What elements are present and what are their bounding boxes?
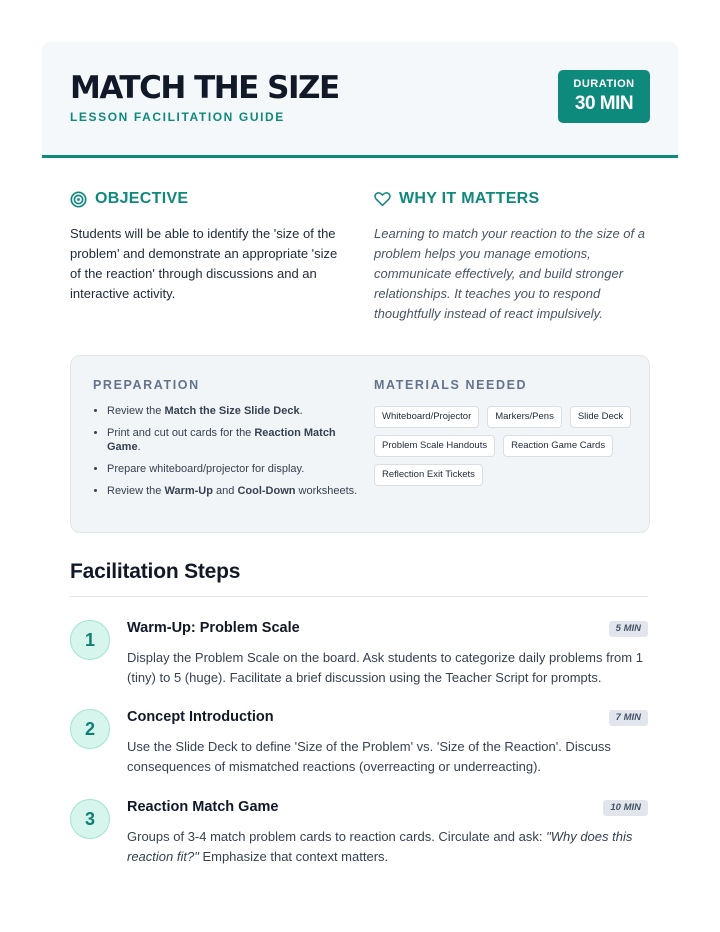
text-segment: Review the bbox=[107, 405, 165, 417]
objective-section bbox=[70, 188, 350, 317]
duration-value: 30 MIN bbox=[574, 93, 634, 114]
divider bbox=[70, 596, 648, 597]
step-item bbox=[70, 620, 650, 690]
preparation-item bbox=[107, 462, 365, 476]
why-section bbox=[374, 188, 650, 337]
text-segment: worksheets. bbox=[295, 485, 358, 497]
text-segment: and bbox=[212, 485, 238, 497]
objective-text: Students will be able to identify the 'size of the problem' and demonstrate an appropriate 'size of the reaction' through discussions and an interactive activity. bbox=[70, 226, 338, 301]
step-number: 1 bbox=[70, 620, 110, 660]
step-description bbox=[127, 648, 651, 688]
step-item bbox=[70, 709, 650, 779]
text-segment: Emphasize that context matters. bbox=[198, 849, 389, 864]
text-segment: . bbox=[299, 405, 303, 417]
text-segment: Cool-Down bbox=[237, 485, 296, 497]
step-title: Reaction Match Game bbox=[127, 799, 279, 815]
preparation-item bbox=[107, 484, 365, 498]
step-description bbox=[127, 737, 651, 777]
page-subtitle: LESSON FACILITATION GUIDE bbox=[70, 110, 285, 124]
text-segment: Prepare whiteboard/projector for display. bbox=[107, 463, 305, 475]
why-text: Learning to match your reaction to the size of a problem helps you manage emotions, communicate effectively, and build stronger relationships. It teaches you to respond thoughtfully instead of react impulsively. bbox=[374, 226, 645, 321]
objective-heading-text: OBJECTIVE bbox=[95, 190, 189, 207]
why-heading bbox=[374, 188, 650, 210]
objective-heading bbox=[70, 188, 350, 210]
step-description bbox=[127, 827, 651, 867]
materials-heading: MATERIALS NEEDED bbox=[374, 378, 528, 392]
page-title: MATCH THE SIZE bbox=[70, 70, 339, 106]
step-time-badge: 10 MIN bbox=[603, 800, 648, 816]
material-chip: Reflection Exit Tickets bbox=[374, 464, 483, 486]
text-segment: Display the Problem Scale on the board. Ask students to categorize daily problems from 1 (tiny) to 5 (huge). Facilitate a brief discussion using the Teacher Script for prompts. bbox=[127, 650, 643, 685]
why-heading-text: WHY IT MATTERS bbox=[399, 190, 540, 207]
material-chip: Problem Scale Handouts bbox=[374, 435, 495, 457]
text-segment: Reaction Match Game bbox=[107, 427, 336, 453]
heart-icon bbox=[374, 191, 391, 207]
material-chip: Whiteboard/Projector bbox=[374, 406, 479, 428]
duration-label: DURATION bbox=[573, 78, 635, 90]
text-segment: Groups of 3-4 match problem cards to reaction cards. Circulate and ask: bbox=[127, 829, 547, 844]
material-chip: Reaction Game Cards bbox=[503, 435, 613, 457]
material-chip: Markers/Pens bbox=[487, 406, 562, 428]
step-number: 2 bbox=[70, 709, 110, 749]
material-chip: Slide Deck bbox=[570, 406, 631, 428]
preparation-item bbox=[107, 426, 365, 454]
step-time-badge: 7 MIN bbox=[609, 710, 648, 726]
text-segment: . bbox=[137, 441, 141, 453]
text-segment: Review the bbox=[107, 485, 165, 497]
text-segment: Print and cut out cards for the bbox=[107, 427, 255, 439]
step-time-badge: 5 MIN bbox=[609, 621, 648, 637]
page-header bbox=[42, 42, 678, 158]
step-title: Concept Introduction bbox=[127, 709, 274, 725]
text-segment: "Why does this reaction fit?" bbox=[127, 829, 633, 864]
step-title: Warm-Up: Problem Scale bbox=[127, 620, 300, 636]
preparation-panel bbox=[70, 355, 650, 533]
target-icon bbox=[70, 191, 87, 208]
preparation-list bbox=[93, 404, 365, 506]
step-item bbox=[70, 799, 650, 869]
step-number: 3 bbox=[70, 799, 110, 839]
preparation-heading: PREPARATION bbox=[93, 378, 200, 392]
text-segment: Warm-Up bbox=[164, 485, 213, 497]
text-segment: Match the Size Slide Deck bbox=[164, 405, 300, 417]
text-segment: Use the Slide Deck to define 'Size of the Problem' vs. 'Size of the Reaction'. Discuss consequences of mismatched reactions (overreacting or underreacting). bbox=[127, 739, 611, 774]
preparation-item bbox=[107, 404, 365, 418]
facilitation-heading: Facilitation Steps bbox=[70, 560, 241, 583]
duration-badge bbox=[558, 70, 650, 123]
materials-list bbox=[374, 406, 634, 486]
